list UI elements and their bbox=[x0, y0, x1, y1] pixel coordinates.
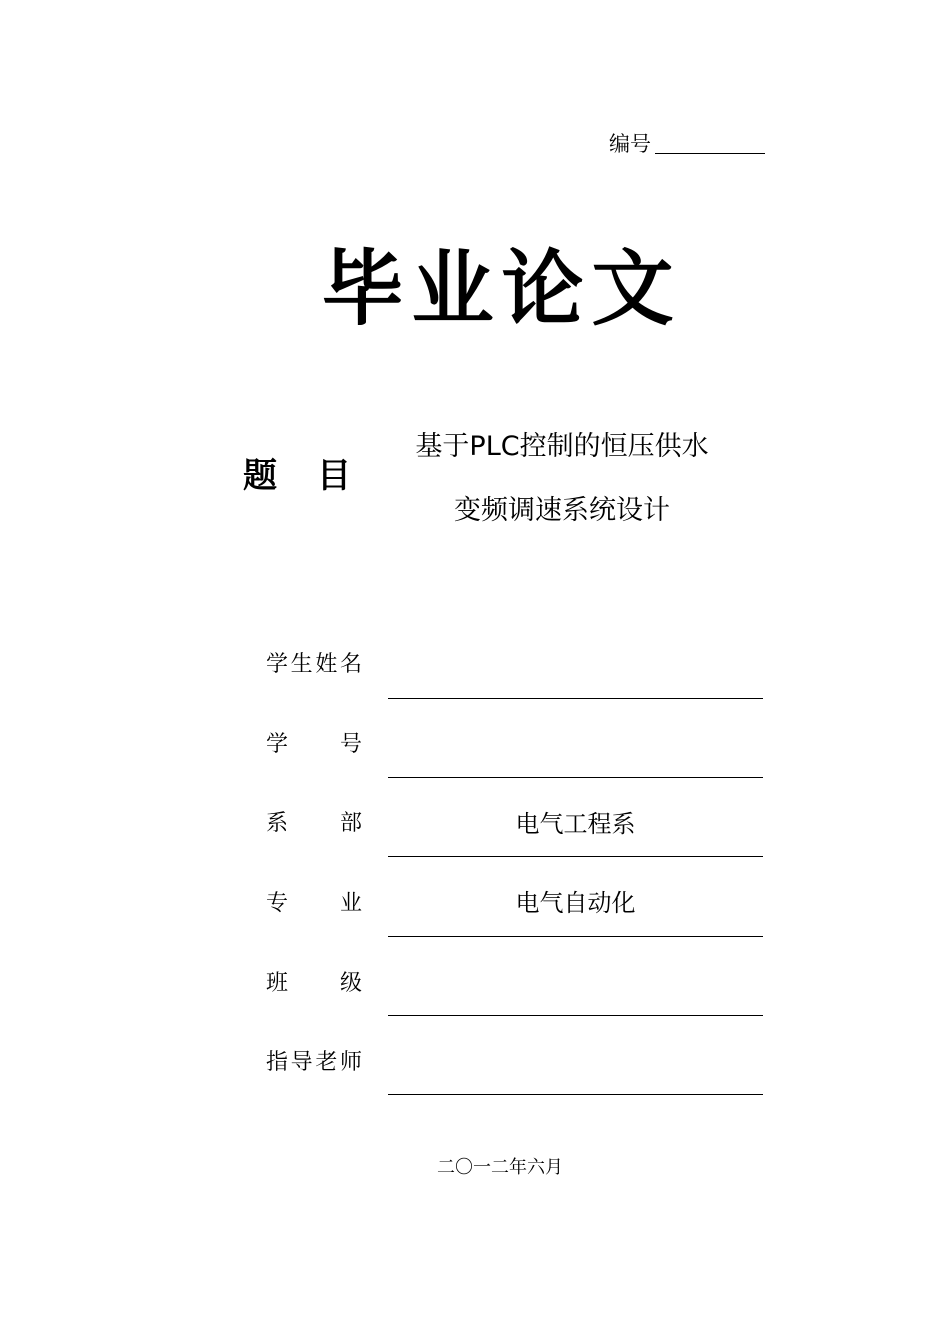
field-line-student-id bbox=[388, 777, 763, 778]
field-label-char: 部 bbox=[339, 811, 362, 836]
field-label-advisor bbox=[266, 1049, 362, 1077]
document-title: 毕业论文 bbox=[321, 242, 682, 337]
field-label-char: 姓 bbox=[315, 652, 338, 677]
field-line-department bbox=[388, 856, 763, 857]
field-label-char: 学 bbox=[266, 652, 289, 677]
serial-number-blank bbox=[655, 153, 765, 154]
field-label-department bbox=[266, 810, 362, 838]
field-line-class bbox=[388, 1015, 763, 1016]
topic-label bbox=[243, 455, 351, 497]
topic-label-char-1: 题 bbox=[243, 456, 277, 496]
field-label-class bbox=[266, 970, 362, 998]
field-label-char: 学 bbox=[266, 732, 289, 757]
field-label-char: 导 bbox=[290, 1050, 313, 1075]
field-label-char: 系 bbox=[266, 811, 289, 836]
field-value-major: 电气自动化 bbox=[515, 889, 636, 917]
field-label-char: 专 bbox=[266, 891, 289, 916]
serial-number-label: 编号 bbox=[609, 132, 651, 156]
field-label-char: 业 bbox=[339, 891, 362, 916]
field-line-advisor bbox=[388, 1094, 763, 1095]
field-label-major bbox=[266, 890, 362, 918]
field-label-student-id bbox=[266, 731, 362, 759]
field-label-char: 名 bbox=[339, 652, 362, 677]
field-label-student-name bbox=[266, 651, 362, 679]
field-label-char: 指 bbox=[266, 1050, 289, 1075]
field-label-char: 级 bbox=[339, 971, 362, 996]
field-label-char: 号 bbox=[339, 732, 362, 757]
topic-line-1: 基于PLC控制的恒压供水 bbox=[415, 431, 709, 462]
field-line-student-name bbox=[388, 698, 763, 699]
field-value-department: 电气工程系 bbox=[515, 810, 636, 838]
field-line-major bbox=[388, 936, 763, 937]
field-label-char: 班 bbox=[266, 971, 289, 996]
field-label-char: 师 bbox=[339, 1050, 362, 1075]
completion-date: 二〇一二年六月 bbox=[437, 1157, 563, 1178]
field-label-char: 老 bbox=[315, 1050, 338, 1075]
topic-label-char-2: 目 bbox=[317, 456, 351, 496]
topic-line-2: 变频调速系统设计 bbox=[454, 495, 670, 526]
field-label-char: 生 bbox=[290, 652, 313, 677]
